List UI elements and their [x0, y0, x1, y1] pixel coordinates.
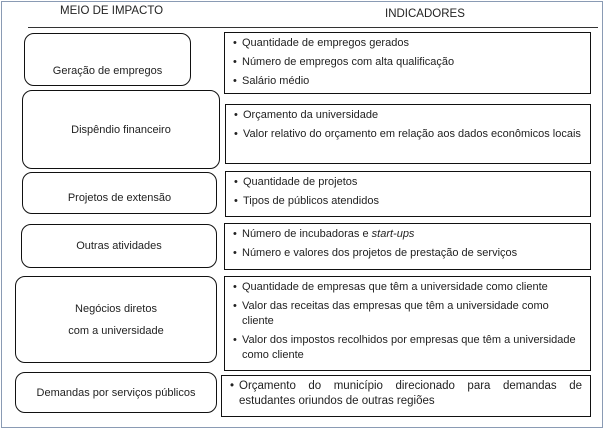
- header-divider: [28, 27, 598, 28]
- indicator-item: • Número de empregos com alta qualificação: [233, 55, 582, 70]
- indicator-item: • Quantidade de empregos gerados: [233, 36, 582, 51]
- impact-label: Dispêndio financeiro: [71, 123, 171, 136]
- indicator-item: [233, 227, 582, 242]
- indicator-item: • Valor das receitas das empresas que têm a universidade como cliente: [233, 299, 582, 329]
- indicators-geracao-empregos: [224, 32, 591, 94]
- impact-negocios-diretos: [15, 276, 217, 363]
- indicators-outras-atividades: [224, 223, 591, 270]
- indicator-item: • Valor dos impostos recolhidos por empresas que têm a universidade como cliente: [233, 333, 582, 363]
- indicators-negocios-diretos: [224, 276, 591, 371]
- indicator-italic-text: start-ups: [371, 228, 415, 240]
- indicator-item: • Orçamento da universidade: [234, 108, 582, 123]
- indicator-item: • Quantidade de empresas que têm a universidade como cliente: [233, 280, 582, 295]
- indicators-dispendio-financeiro: [225, 104, 591, 164]
- indicator-item: • Número e valores dos projetos de prestação de serviços: [233, 246, 582, 261]
- impact-label: Outras atividades: [76, 240, 162, 252]
- impact-label: Projetos de extensão: [67, 192, 172, 204]
- impact-geracao-empregos: [24, 33, 191, 86]
- header-indicadores: INDICADORES: [385, 8, 465, 20]
- impact-label: com a universidade: [68, 324, 164, 337]
- indicator-item: • Valor relativo do orçamento em relação aos dados econômicos locais: [234, 127, 582, 142]
- indicator-text: Número de incubadoras e: [242, 228, 372, 240]
- impact-label: Geração de empregos: [52, 64, 163, 77]
- indicator-item: • Quantidade de projetos: [234, 175, 582, 190]
- indicators-demandas-servicos-publicos: [221, 375, 591, 417]
- indicator-item: • Tipos de públicos atendidos: [234, 194, 582, 209]
- impact-label: Negócios diretos: [75, 302, 157, 315]
- impact-projetos-extensao: [22, 172, 217, 214]
- indicator-item: • Salário médio: [233, 74, 582, 89]
- impact-demandas-servicos-publicos: [15, 372, 217, 413]
- indicator-item: • Orçamento do município direcionado para demandas de estudantes oriundos de outras regiões: [230, 379, 582, 409]
- impact-outras-atividades: [21, 224, 217, 268]
- header-meio-de-impacto: MEIO DE IMPACTO: [60, 5, 164, 17]
- impact-label: Demandas por serviços públicos: [36, 386, 196, 399]
- impact-dispendio-financeiro: [22, 90, 220, 169]
- indicators-projetos-extensao: [225, 171, 591, 217]
